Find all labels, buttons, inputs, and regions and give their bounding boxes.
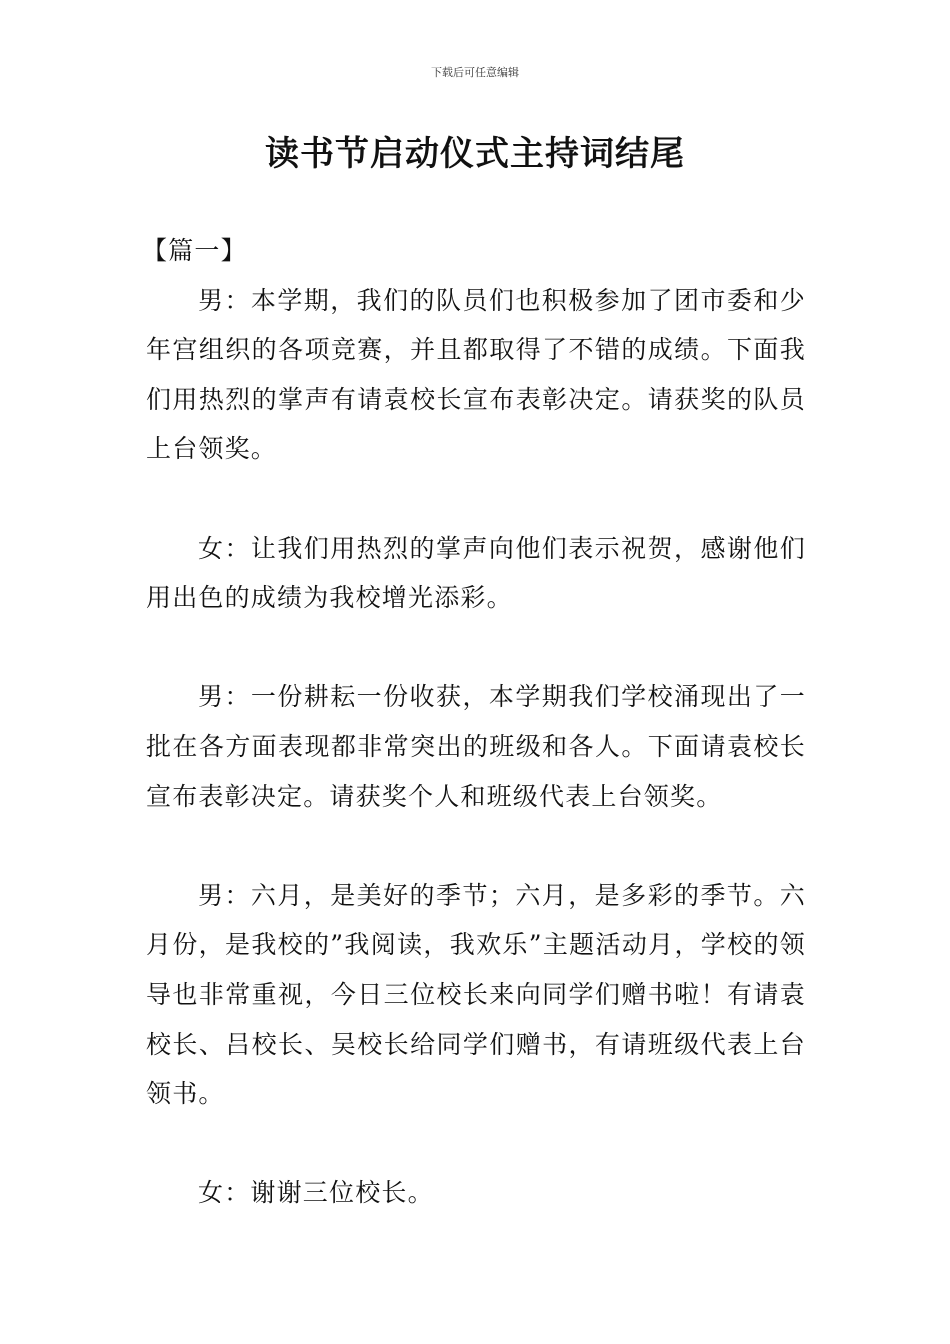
paragraph-5: 女：谢谢三位校长。 xyxy=(198,1178,434,1208)
paragraph-3: 男：一份耕耘一份收获，本学期我们学校涌现出了一批在各方面表现都非常突出的班级和各人。下面请袁校长宣布表彰决定。请获奖个人和班级代表上台领奖。 xyxy=(146,682,806,811)
paragraph-2: 女：让我们用热烈的掌声向他们表示祝贺，感谢他们用出色的成绩为我校增光添彩。 xyxy=(146,533,806,613)
header-note: 下载后可任意编辑 xyxy=(431,66,519,79)
document-body xyxy=(142,226,806,1218)
paragraph-1: 男：本学期，我们的队员们也积极参加了团市委和少年宫组织的各项竞赛，并且都取得了不错的成绩。下面我们用热烈的掌声有请袁校长宣布表彰决定。请获奖的队员上台领奖。 xyxy=(146,285,806,464)
paragraph-4: 男：六月，是美好的季节；六月，是多彩的季节。六月份，是我校的”我阅读，我欢乐”主题活动月，学校的领导也非常重视，今日三位校长来向同学们赠书啦！有请袁校长、吕校长、吴校长给同学们赠书，有请班级代表上台领书。 xyxy=(146,880,806,1109)
document-title: 读书节启动仪式主持词结尾 xyxy=(265,134,685,174)
section-heading: 【篇一】 xyxy=(142,236,247,265)
